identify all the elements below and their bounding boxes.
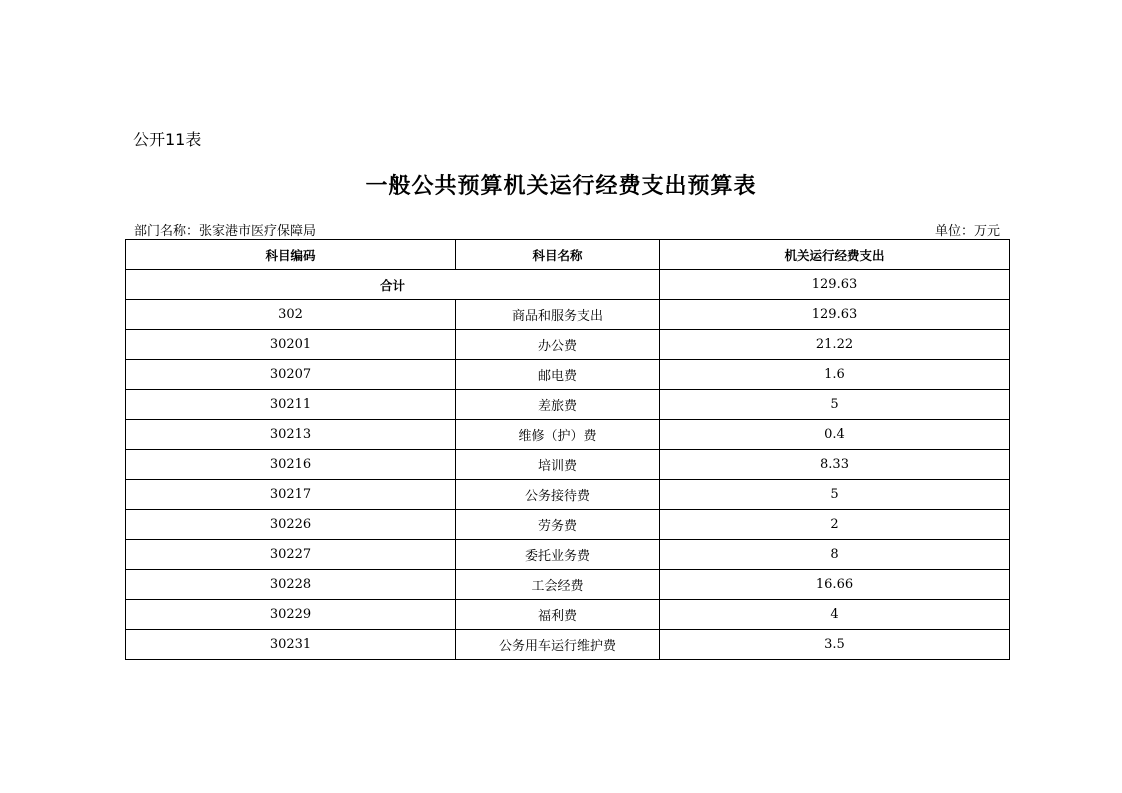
table-row [126,420,1010,450]
total-row [126,270,1010,300]
column-header-amount: 机关运行经费支出 [660,240,1010,270]
row-name-cell: 差旅费 [456,390,660,420]
row-code-cell: 30217 [126,480,456,510]
row-code-cell: 30216 [126,450,456,480]
unit-label: 单位：万元 [934,224,1000,239]
column-header-code: 科目编码 [126,240,456,270]
table-row [126,360,1010,390]
table-row [126,390,1010,420]
row-code-cell: 302 [126,300,456,330]
row-code-cell: 30211 [126,390,456,420]
row-name-cell: 培训费 [456,450,660,480]
row-name-cell: 维修（护）费 [456,420,660,450]
row-code-cell: 30228 [126,570,456,600]
row-amount-cell: 1.6 [660,360,1010,390]
row-name-cell: 公务接待费 [456,480,660,510]
row-amount-cell: 4 [660,600,1010,630]
row-name-cell: 委托业务费 [456,540,660,570]
column-header-name: 科目名称 [456,240,660,270]
row-amount-cell: 8 [660,540,1010,570]
header-row [126,240,1010,270]
row-code-cell: 30229 [126,600,456,630]
row-name-cell: 劳务费 [456,510,660,540]
department-label: 部门名称：张家港市医疗保障局 [134,224,317,239]
table-row [126,330,1010,360]
table-row [126,600,1010,630]
table-row [126,300,1010,330]
budget-table [125,239,1010,660]
row-name-cell: 公务用车运行维护费 [456,630,660,660]
row-name-cell: 邮电费 [456,360,660,390]
total-label: 合计 [126,270,660,300]
row-amount-cell: 16.66 [660,570,1010,600]
row-amount-cell: 129.63 [660,300,1010,330]
row-name-cell: 工会经费 [456,570,660,600]
row-code-cell: 30207 [126,360,456,390]
row-amount-cell: 5 [660,390,1010,420]
row-name-cell: 办公费 [456,330,660,360]
row-name-cell: 福利费 [456,600,660,630]
row-amount-cell: 0.4 [660,420,1010,450]
page-title: 一般公共预算机关运行经费支出预算表 [365,174,757,199]
form-number: 公开11表 [133,130,202,149]
row-code-cell: 30231 [126,630,456,660]
total-value: 129.63 [660,270,1010,300]
row-amount-cell: 21.22 [660,330,1010,360]
table-row [126,480,1010,510]
row-amount-cell: 8.33 [660,450,1010,480]
table-row [126,570,1010,600]
row-amount-cell: 5 [660,480,1010,510]
row-code-cell: 30201 [126,330,456,360]
row-code-cell: 30226 [126,510,456,540]
table-row [126,450,1010,480]
row-name-cell: 商品和服务支出 [456,300,660,330]
table-row [126,540,1010,570]
row-code-cell: 30227 [126,540,456,570]
row-amount-cell: 3.5 [660,630,1010,660]
table-row [126,630,1010,660]
row-code-cell: 30213 [126,420,456,450]
row-amount-cell: 2 [660,510,1010,540]
table-row [126,510,1010,540]
